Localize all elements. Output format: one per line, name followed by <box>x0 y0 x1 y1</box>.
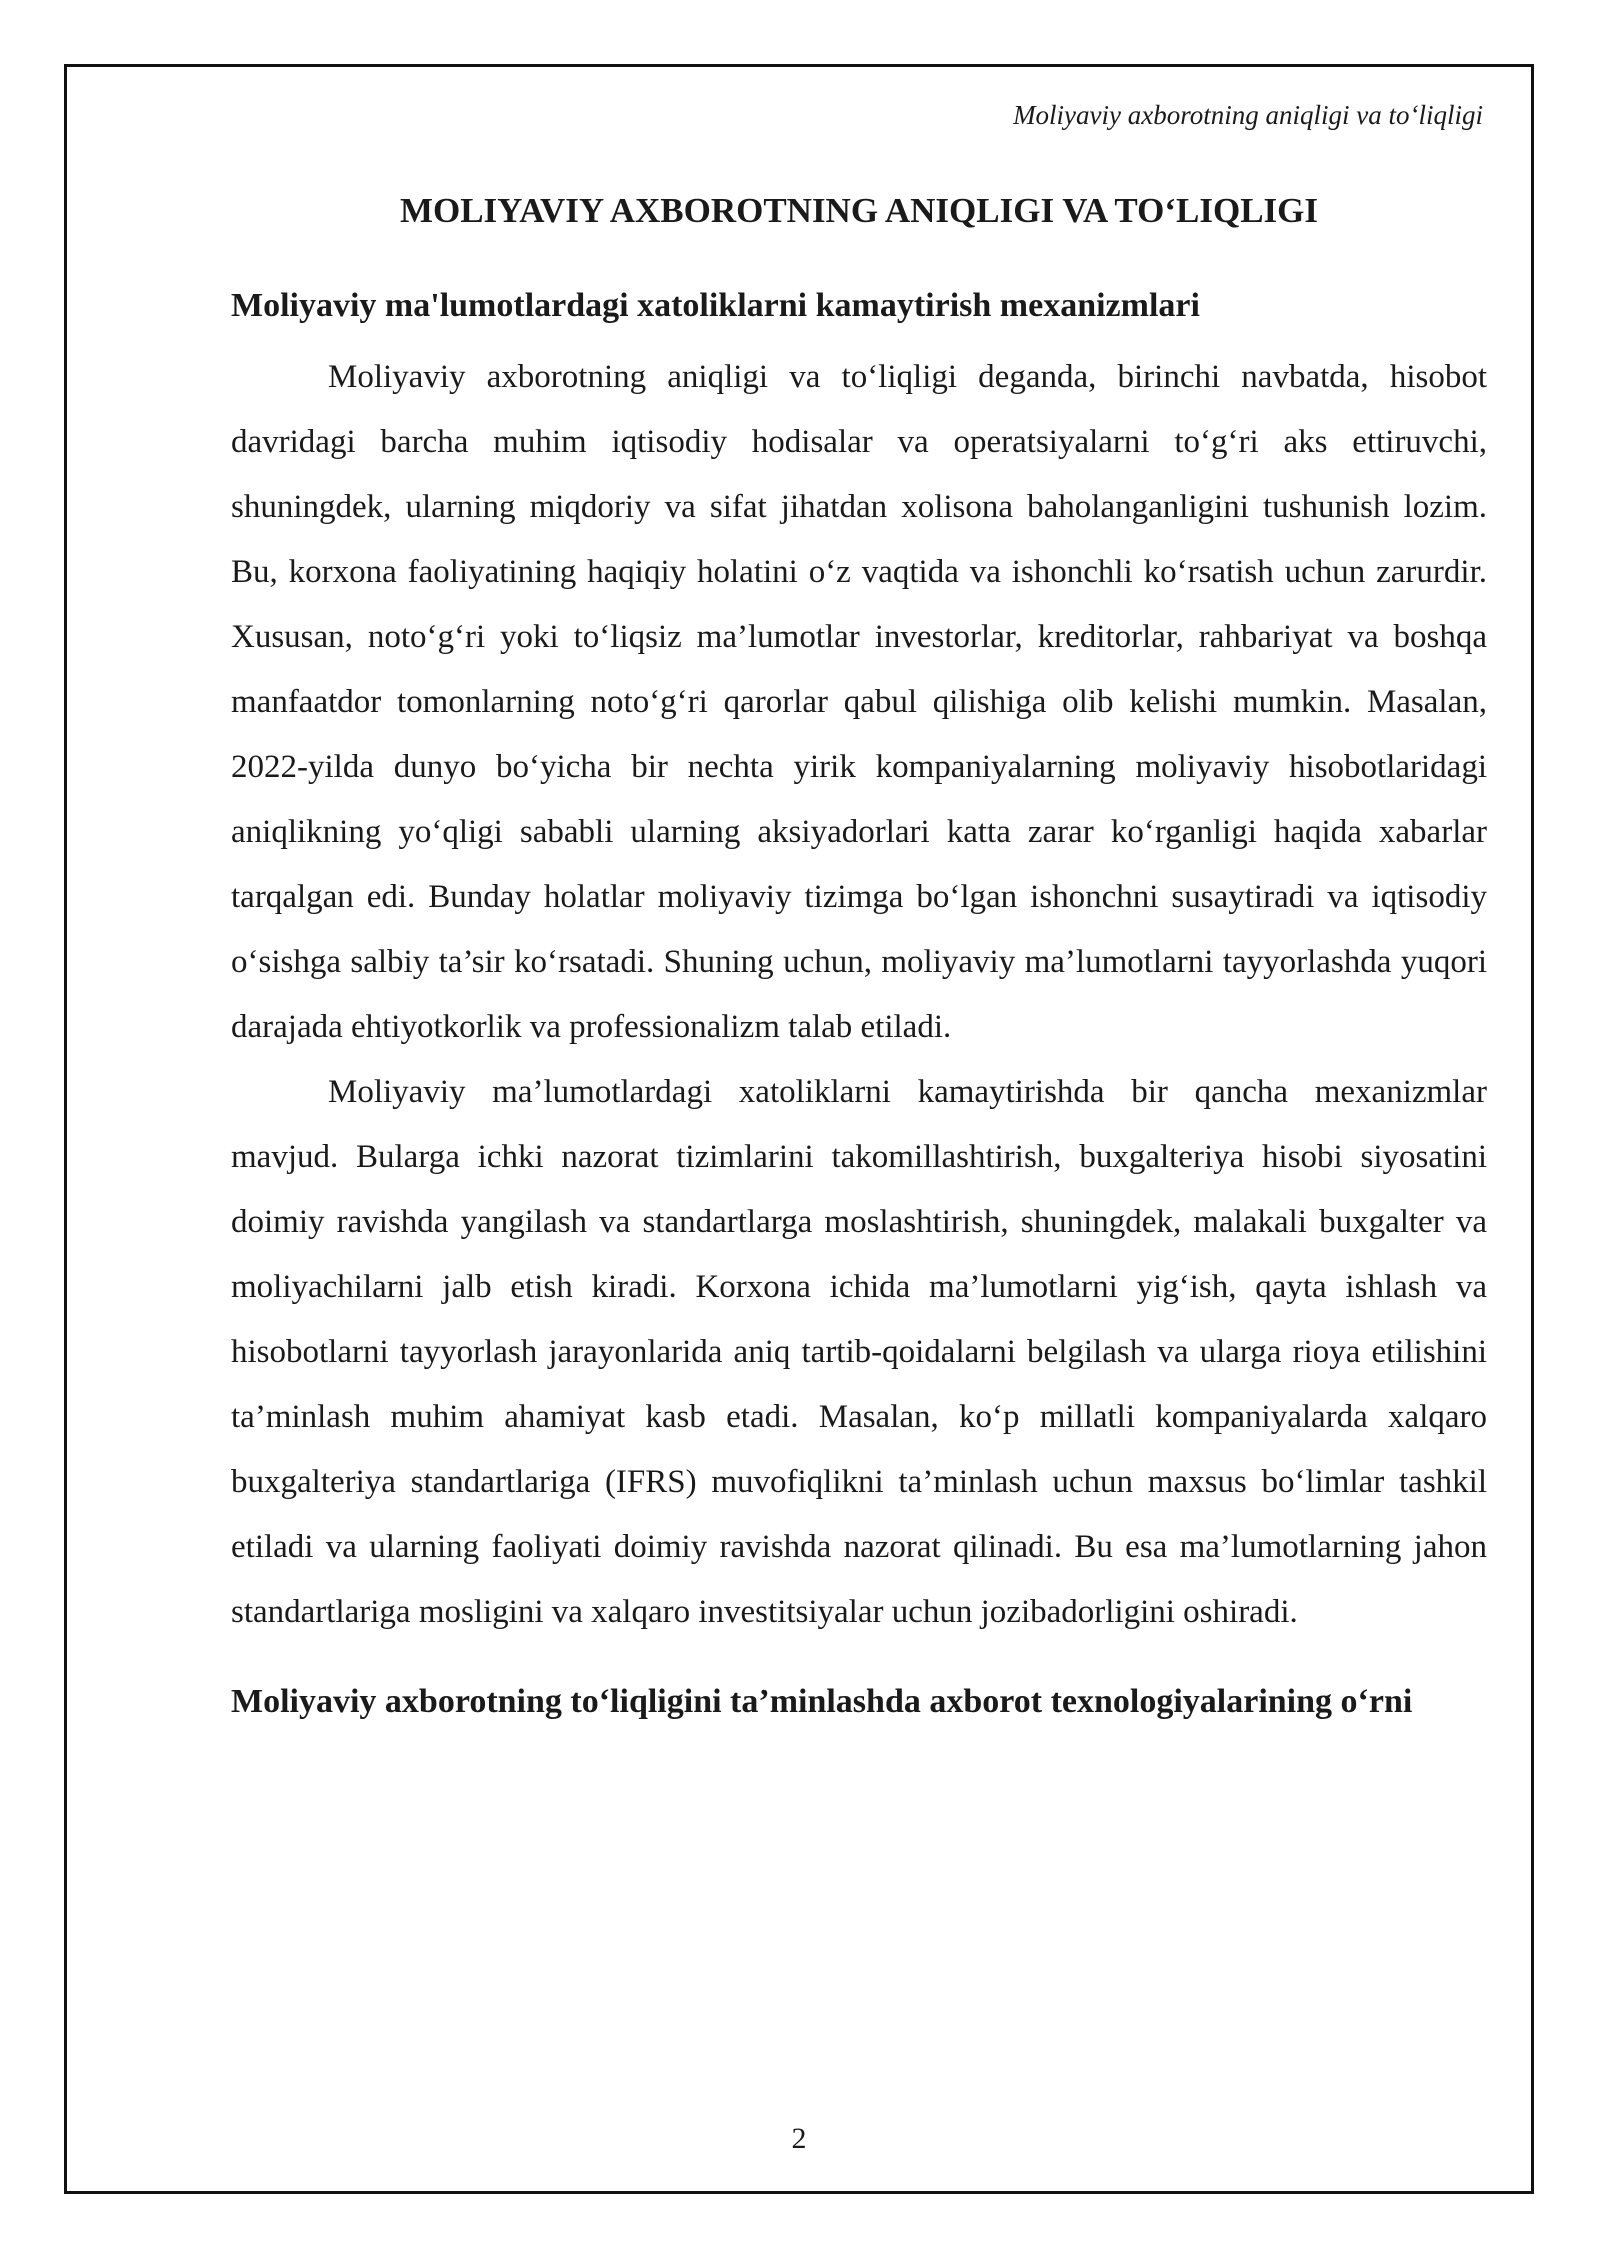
document-body <box>231 187 1487 1733</box>
section-heading: Moliyaviy ma'lumotlardagi xatoliklarni kamaytirish mexanizmlari <box>231 287 1200 324</box>
body-paragraph: Moliyaviy ma’lumotlardagi xatoliklarni kamaytirishda bir qancha mexanizmlar mavjud. Bularga ichki nazorat tizimlarini takomillashtirish, buxgalteriya hisobi siyosatini doimiy ravishda yangilash va standartlarga moslashtirish, shuningdek, malakali buxgalter va moliyachilarni jalb etish kiradi. Korxona ichida ma’lumotlarni yig‘ish, qayta ishlash va hisobotlarni tayyorlash jarayonlarida aniq tartib-qoidalarni belgilash va ularga rioya etilishini ta’minlash muhim ahamiyat kasb etadi. Masalan, ko‘p millatli kompaniyalarda xalqaro buxgalteriya standartlariga (IFRS) muvofiqlikni ta’minlash uchun maxsus bo‘limlar tashkil etiladi va ularning faoliyati doimiy ravishda nazorat qilinadi. Bu esa ma’lumotlarning jahon standartlariga mosligini va xalqaro investitsiyalar uchun jozibadorligini oshiradi. <box>231 1074 1487 1630</box>
page-number: 2 <box>791 2122 807 2155</box>
document-title: MOLIYAVIY AXBOROTNING ANIQLIGI VA TO‘LIQLIGI <box>399 191 1319 230</box>
running-header: Moliyaviy axborotning aniqligi va to‘liqligi <box>1013 100 1483 130</box>
body-paragraph: Moliyaviy axborotning aniqligi va to‘liqligi deganda, birinchi navbatda, hisobot davridagi barcha muhim iqtisodiy hodisalar va operatsiyalarni to‘g‘ri aks ettiruvchi, shuningdek, ularning miqdoriy va sifat jihatdan xolisona baholanganligini tushunish lozim. Bu, korxona faoliyatining haqiqiy holatini o‘z vaqtida va ishonchli ko‘rsatish uchun zarurdir. Xususan, noto‘g‘ri yoki to‘liqsiz ma’lumotlar investorlar, kreditorlar, rahbariyat va boshqa manfaatdor tomonlarning noto‘g‘ri qarorlar qabul qilishiga olib kelishi mumkin. Masalan, 2022-yilda dunyo bo‘yicha bir nechta yirik kompaniyalarning moliyaviy hisobotlaridagi aniqlikning yo‘qligi sababli ularning aksiyadorlari katta zarar ko‘rganligi haqida xabarlar tarqalgan edi. Bunday holatlar moliyaviy tizimga bo‘lgan ishonchni susaytiradi va iqtisodiy o‘sishga salbiy ta’sir ko‘rsatadi. Shuning uchun, moliyaviy ma’lumotlarni tayyorlashda yuqori darajada ehtiyotkorlik va professionalizm talab etiladi. <box>231 359 1487 1045</box>
page-border <box>64 64 1534 2194</box>
section-heading: Moliyaviy axborotning to‘liqligini ta’minlashda axborot texnologiyalarining o‘rni <box>231 1683 1413 1720</box>
